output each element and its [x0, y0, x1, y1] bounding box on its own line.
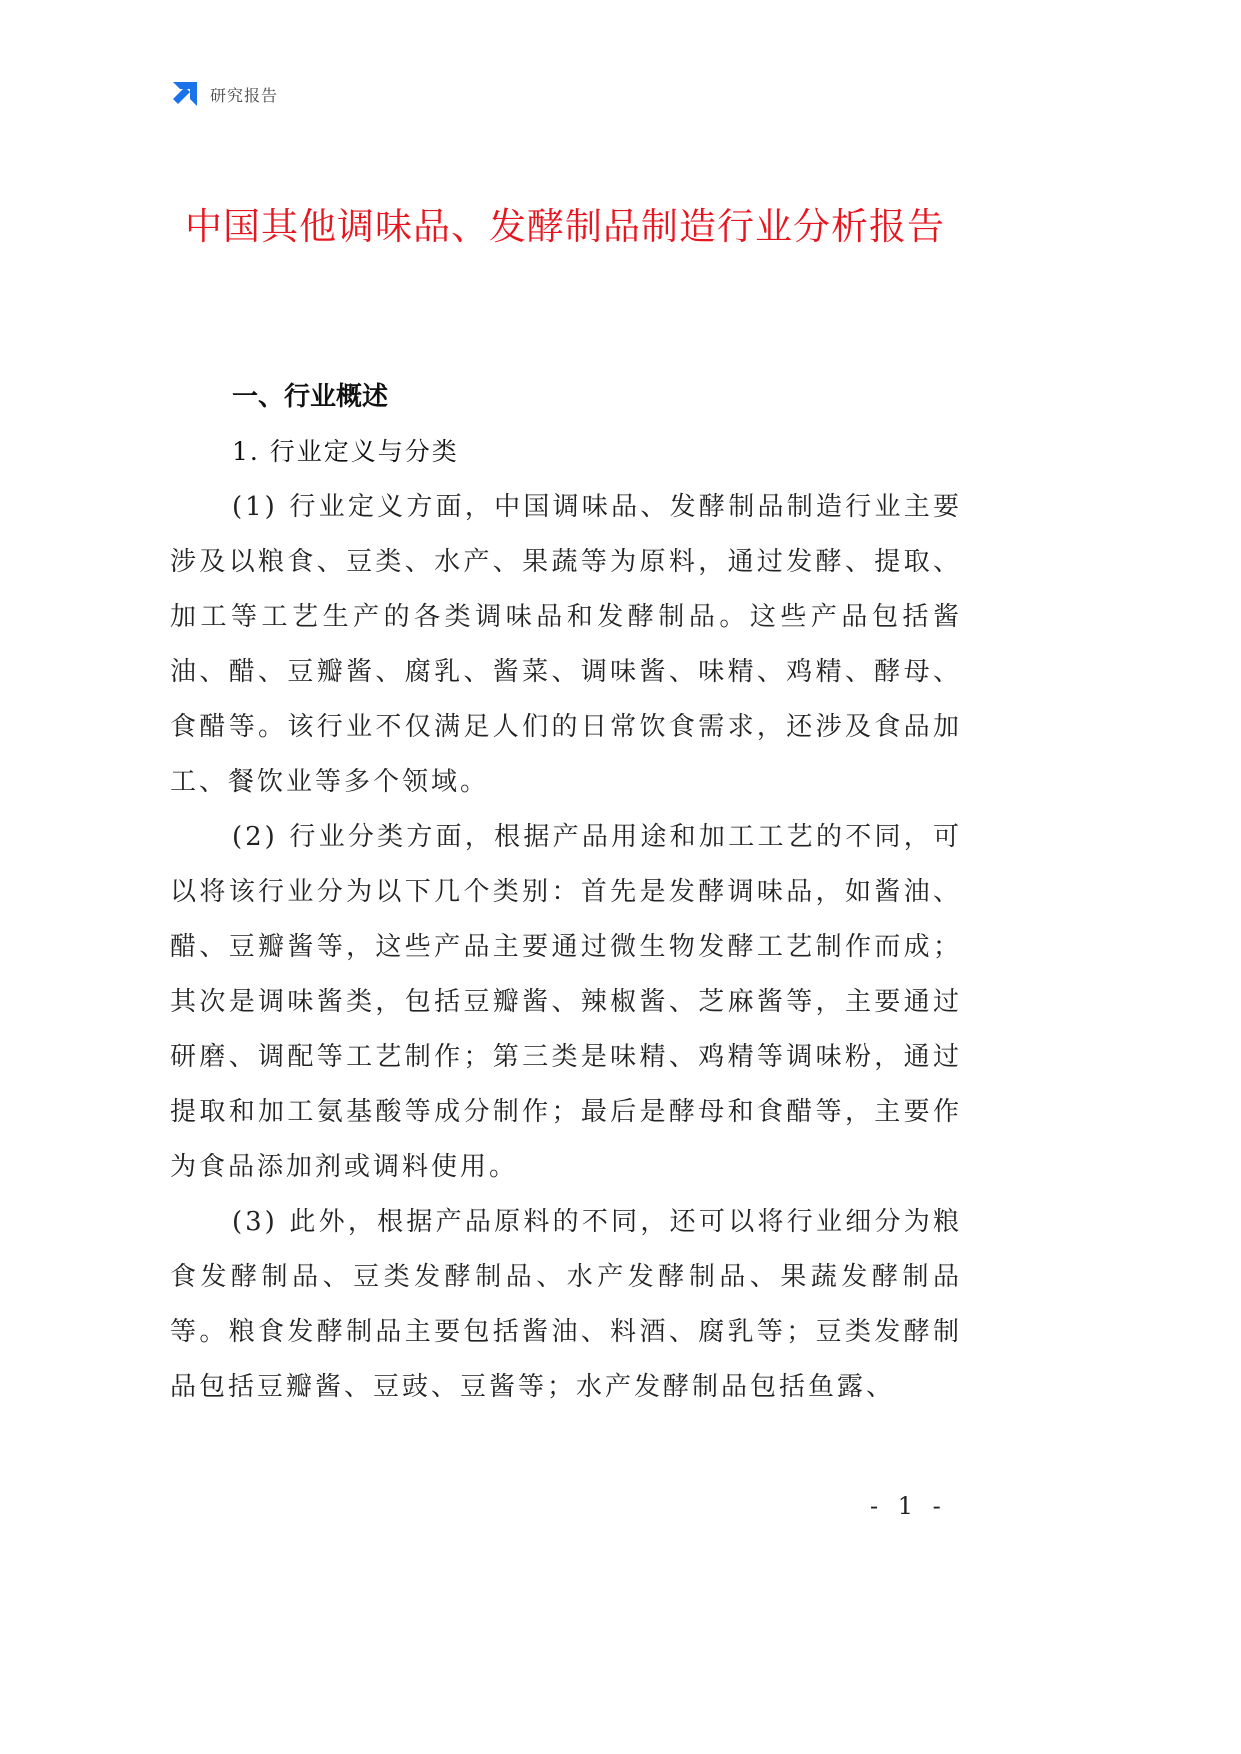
- document-title: 中国其他调味品、发酵制品制造行业分析报告: [185, 205, 945, 248]
- arrow-up-right-icon: [170, 79, 200, 109]
- paragraph: (1) 行业定义方面，中国调味品、发酵制品制造行业主要涉及以粮食、豆类、水产、果蔬等为原料，通过发酵、提取、加工等工艺生产的各类调味品和发酵制品。这些产品包括酱油、醋、豆瓣酱、腐乳、酱菜、调味酱、味精、鸡精、酵母、食醋等。该行业不仅满足人们的日常饮食需求，还涉及食品加工、餐饮业等多个领域。: [170, 492, 962, 797]
- section-heading: 一、行业概述: [232, 382, 389, 412]
- paragraph: (3) 此外，根据产品原料的不同，还可以将行业细分为粮食发酵制品、豆类发酵制品、水产发酵制品、果蔬发酵制品等。粮食发酵制品主要包括酱油、料酒、腐乳等；豆类发酵制品包括豆瓣酱、豆豉、豆酱等；水产发酵制品包括鱼露、: [170, 1207, 962, 1402]
- page-number: - 1 -: [870, 1492, 947, 1520]
- report-header: [170, 78, 278, 110]
- header-label: 研究报告: [210, 85, 279, 105]
- paragraph: (2) 行业分类方面，根据产品用途和加工工艺的不同，可以将该行业分为以下几个类别：首先是发酵调味品，如酱油、醋、豆瓣酱等，这些产品主要通过微生物发酵工艺制作而成；其次是调味酱类，包括豆瓣酱、辣椒酱、芝麻酱等，主要通过研磨、调配等工艺制作；第三类是味精、鸡精等调味粉，通过提取和加工氨基酸等成分制作；最后是酵母和食醋等，主要作为食品添加剂或调料使用。: [170, 822, 962, 1182]
- subsection-heading: 1. 行业定义与分类: [232, 437, 459, 466]
